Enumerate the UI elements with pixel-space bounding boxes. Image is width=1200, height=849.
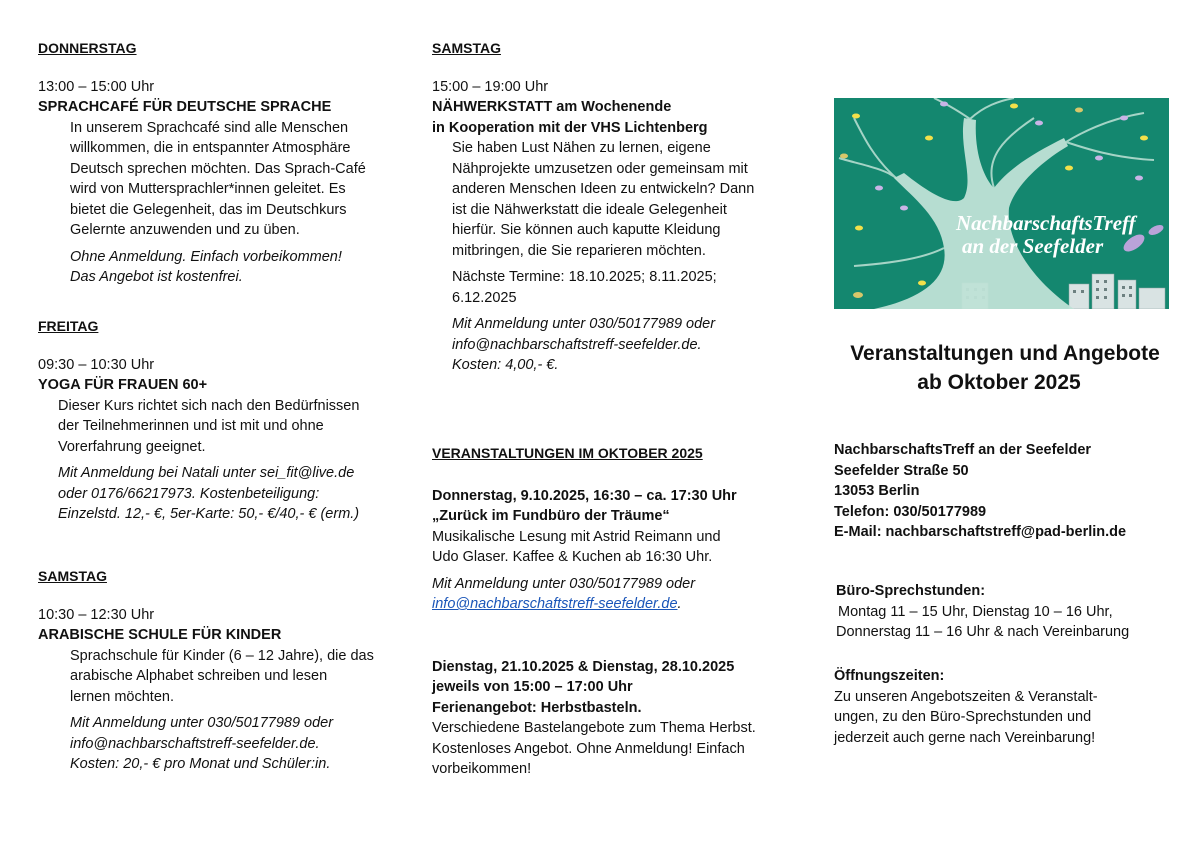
event-note: Mit Anmeldung unter 030/50177989 oder: [70, 715, 334, 731]
event-note: Mit Anmeldung unter 030/50177989 oder: [452, 316, 716, 332]
event-time: 15:00 – 19:00 Uhr: [432, 78, 549, 95]
event-date: Dienstag, 21.10.2025 & Dienstag, 28.10.2025: [432, 658, 735, 675]
phone: Telefon: 030/50177989: [834, 503, 987, 520]
org-name: NachbarschaftsTreff an der Seefelder: [834, 442, 1092, 458]
event-description: In unserem Sprachcafé sind alle Menschen willkommen, die in entspannter Atmosphäre Deutsch sprechen möchten. Das Sprach-Café wird von Muttersprachler*innen geleitet. Es bietet die Gelegenheit, das im Deutschkurs Gelernte anzuwenden und zu üben. Ohne Anmeldung. Einfach vorbeikommen! Das Angebot ist kostenfrei.: [38, 118, 388, 288]
event-description: Sie haben Lust Nähen zu lernen, eigene Nähprojekte umzusetzen oder gemeinsam mit anderen Menschen Ideen zu entwickeln? Dann ist die Nähwerkstatt die ideale Gelegenheit hierfür. Sie können auch kaputte Kleidung mitbringen, die Sie reparieren möchten. Nächste Termine: 18.10.2025; 8.11.2025; 6.12.2025 Mit Anmeldung unter 030/50177989 oder info@nachbarschaftstreff-seefelder.de. Kosten: 4,00,- €.: [432, 138, 792, 376]
tree-illustration-icon: [834, 98, 1169, 309]
column-1-freitag: [38, 316, 388, 525]
section-heading-samstag: SAMSTAG: [38, 568, 107, 584]
event-note: Mit Anmeldung bei Natali unter sei_fit@live.de: [58, 465, 355, 481]
logo-text: NachbarschaftsTreff an der Seefelder: [956, 211, 1136, 258]
section-heading-donnerstag: DONNERSTAG: [38, 40, 137, 56]
event-title: „Zurück im Fundbüro der Träume“: [432, 508, 670, 524]
page-subtitle: ab Oktober 2025: [917, 371, 1081, 394]
event-time: jeweils von 15:00 – 17:00 Uhr: [432, 679, 633, 695]
office-hours: Büro-Sprechstunden: Montag 11 – 15 Uhr, Dienstag 10 – 16 Uhr, Donnerstag 11 – 16 Uhr & nach Vereinbarung: [836, 581, 1186, 643]
email-link[interactable]: info@nachbarschaftstreff-seefelder.de: [432, 596, 678, 612]
city: 13053 Berlin: [834, 483, 920, 499]
event-time: 13:00 – 15:00 Uhr: [38, 78, 155, 95]
column-1: [38, 38, 388, 288]
event-title: Ferienangebot: Herbstbasteln.: [432, 699, 642, 716]
office-hours-heading: Büro-Sprechstunden:: [836, 583, 986, 599]
street: Seefelder Straße 50: [834, 462, 969, 479]
logo-image: [834, 98, 1169, 309]
section-heading-samstag: SAMSTAG: [432, 40, 501, 56]
column-1-samstag: [38, 566, 388, 775]
october-events: VERANSTALTUNGEN IM OKTOBER 2025 Donnerstag, 9.10.2025, 16:30 – ca. 17:30 Uhr „Zurück im Fundbüro der Träume“ Musikalische Lesung mit Astrid Reimann und Udo Glaser. Kaffee & Kuchen ab 16:30 Uhr. Mit Anmeldung unter 030/50177989 oder info@nachbarschaftstreff-seefelder.de. Dienstag, 21.10.2025 & Dienstag, 28.10.2025 jeweils von 15:00 – 17:00 Uhr Ferienangebot: Herbstbasteln. Verschiedene Bastelangebote zum Thema Herbst. Kostenloses Angebot. Ohne Anmeldung! Einfach vorbeikommen!: [432, 443, 792, 780]
flyer-title: [820, 339, 1190, 397]
section-heading-october: VERANSTALTUNGEN IM OKTOBER 2025: [432, 445, 703, 461]
event-title: SPRACHCAFÉ FÜR DEUTSCHE SPRACHE: [38, 99, 332, 115]
column-2: [432, 38, 792, 376]
event-title: ARABISCHE SCHULE FÜR KINDER: [38, 627, 282, 643]
event-note: Ohne Anmeldung. Einfach vorbeikommen!: [70, 248, 342, 265]
event-title: YOGA FÜR FRAUEN 60+: [38, 377, 208, 393]
event-title: NÄHWERKSTATT am Wochenende: [432, 99, 672, 115]
next-dates: Nächste Termine: 18.10.2025; 8.11.2025;: [452, 269, 717, 285]
opening-hours: Öffnungszeiten: Zu unseren Angebotszeiten & Veranstalt- ungen, zu den Büro-Sprechstunden und jederzeit auch gerne nach Vereinbarung!: [834, 666, 1184, 748]
opening-hours-heading: Öffnungszeiten:: [834, 668, 945, 684]
event-date: Donnerstag, 9.10.2025, 16:30 – ca. 17:30 Uhr: [432, 487, 737, 504]
page-title: Veranstaltungen und Angebote: [850, 342, 1160, 365]
email: E-Mail: nachbarschaftstreff@pad-berlin.de: [834, 524, 1127, 540]
event-time: 10:30 – 12:30 Uhr: [38, 606, 155, 623]
event-description: Sprachschule für Kinder (6 – 12 Jahre), die das arabische Alphabet schreiben und lesen lernen möchten. Mit Anmeldung unter 030/50177989 oder info@nachbarschaftstreff-seefelder.de. Kosten: 20,- € pro Monat und Schüler:in.: [38, 646, 388, 775]
event-note: Mit Anmeldung unter 030/50177989 oder: [432, 575, 696, 592]
event-description: Dieser Kurs richtet sich nach den Bedürfnissen der Teilnehmerinnen und ist mit und ohne Vorerfahrung geeignet. Mit Anmeldung bei Natali unter sei_fit@live.de oder 0176/66217973. Kostenbeteiligung: Einzelstd. 12,- €, 5er-Karte: 50,- €/40,- € (erm.): [38, 396, 388, 525]
event-subtitle: in Kooperation mit der VHS Lichtenberg: [432, 119, 708, 136]
address-block: [834, 440, 1184, 543]
section-heading-freitag: FREITAG: [38, 318, 99, 334]
event-time: 09:30 – 10:30 Uhr: [38, 356, 155, 373]
